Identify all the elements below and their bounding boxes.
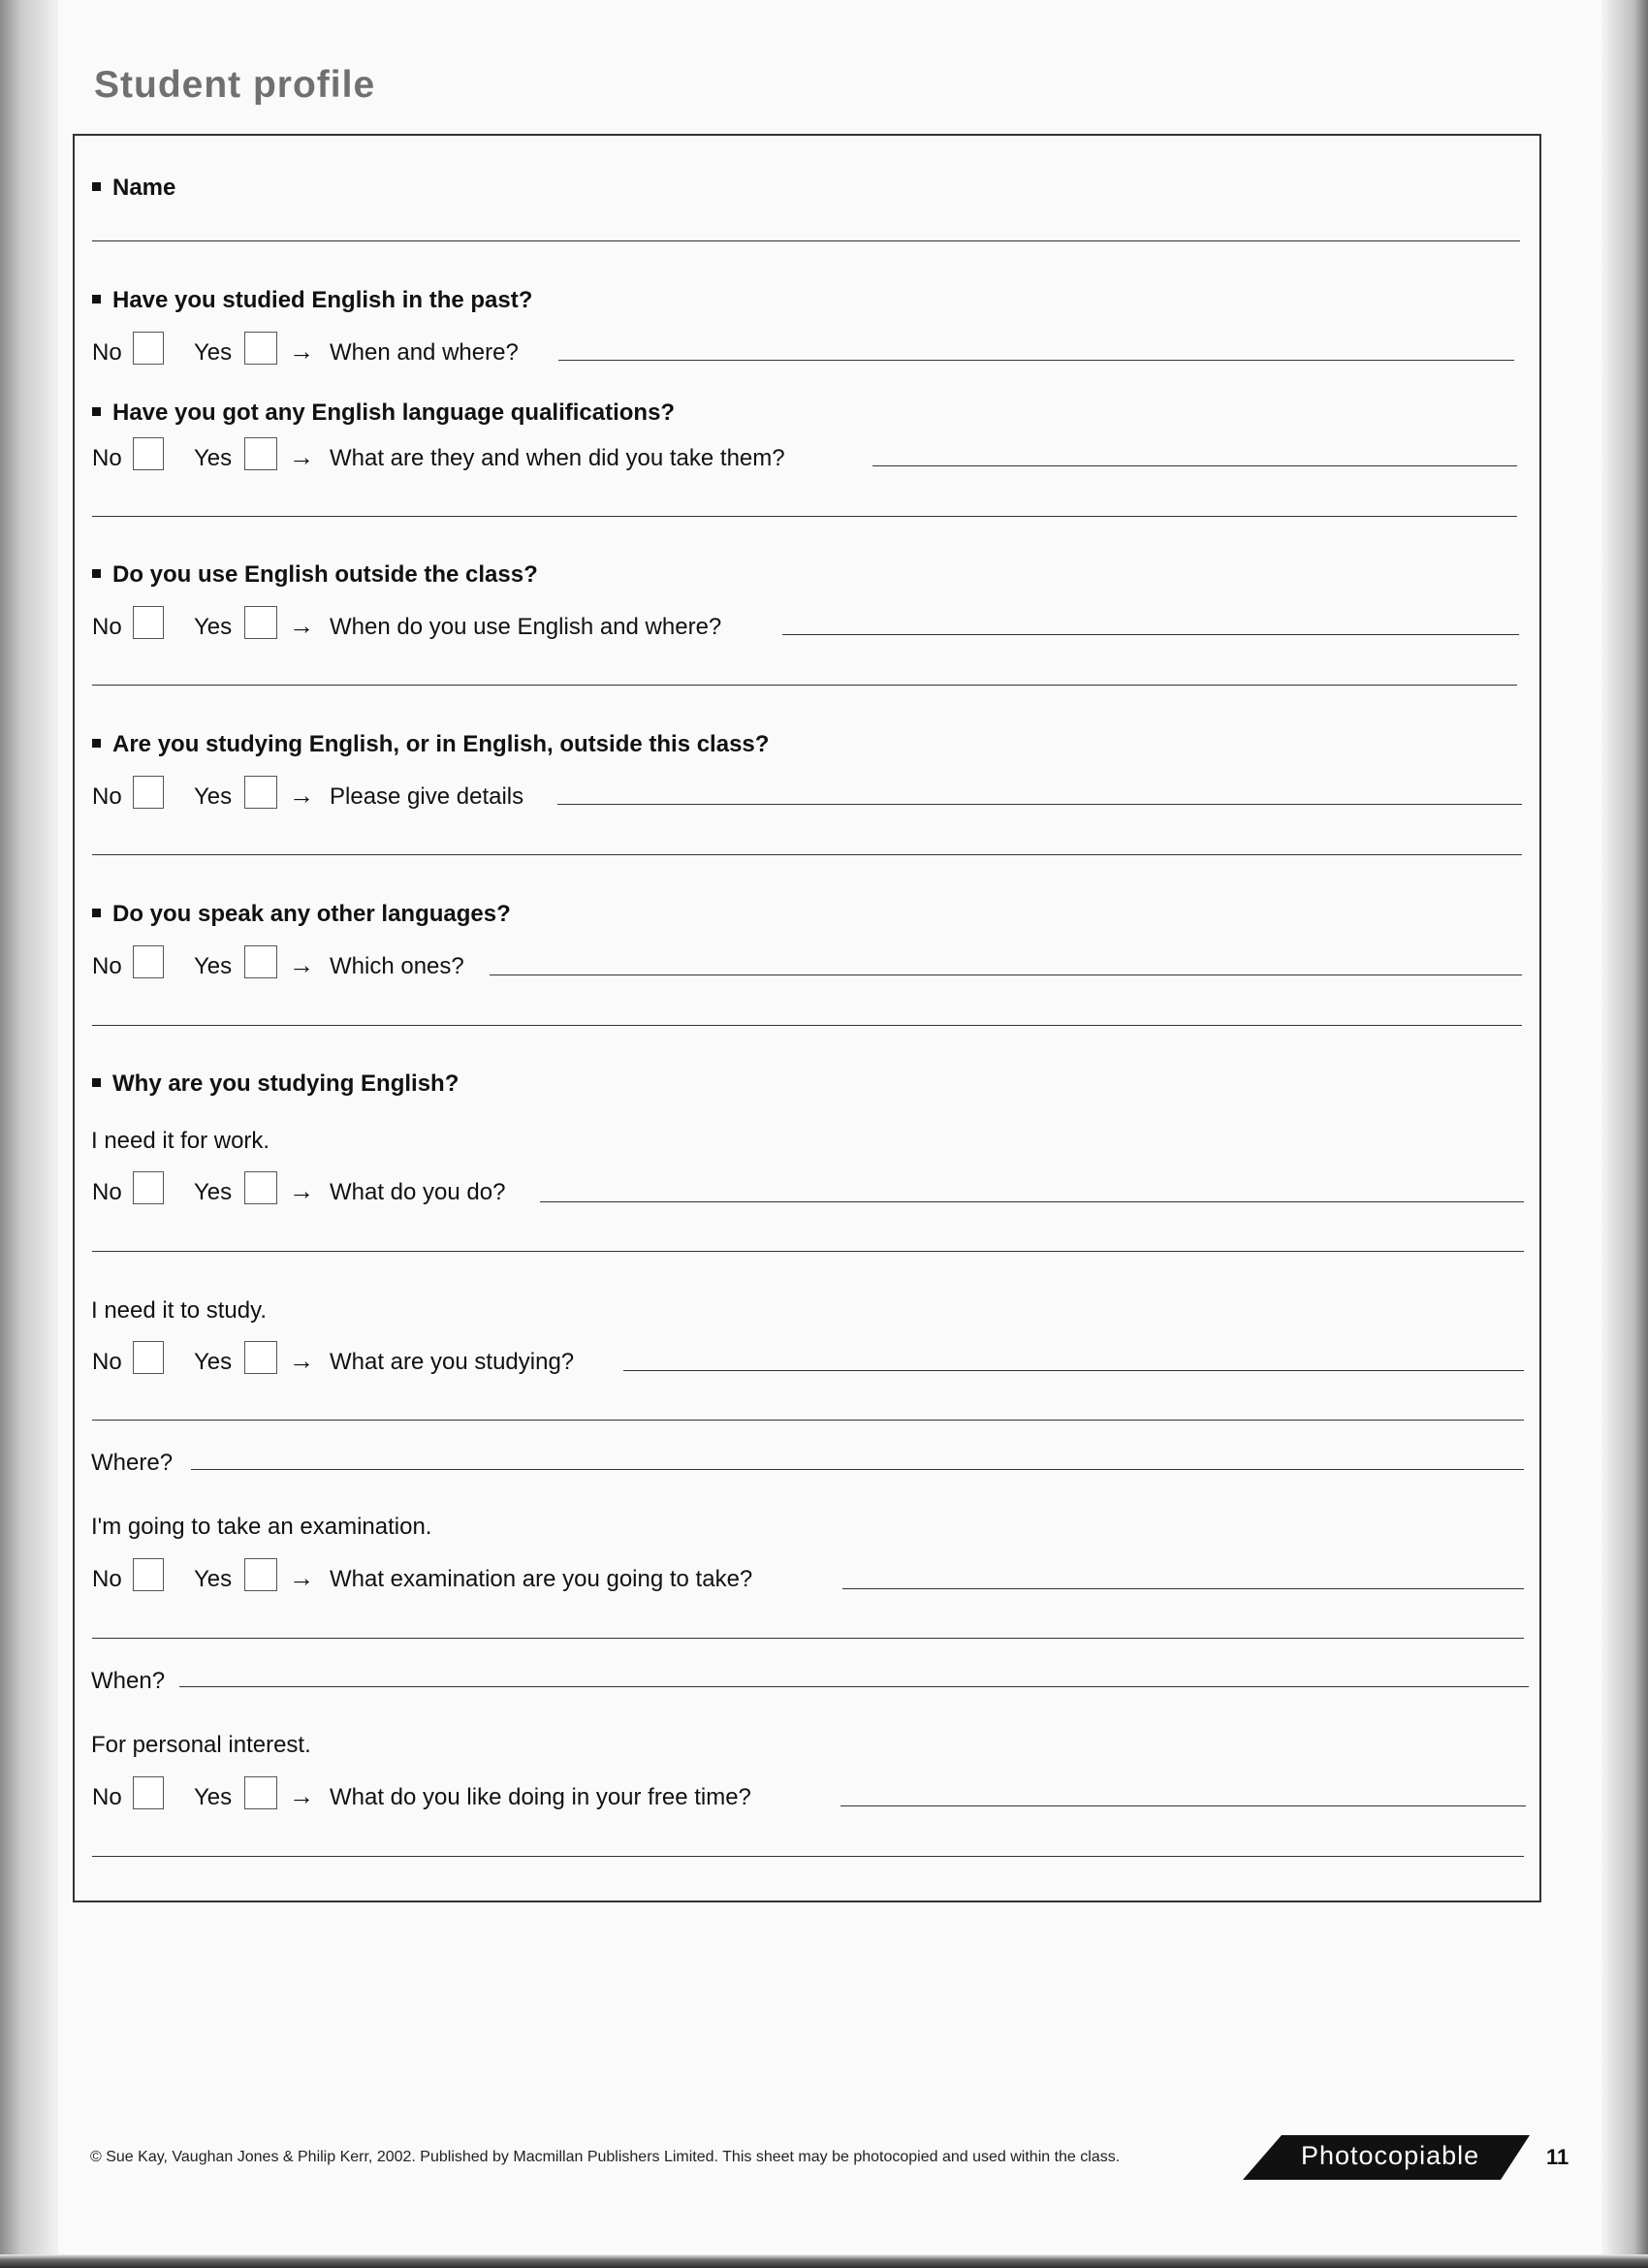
no-label: No [92,445,122,471]
studying-elsewhere-answer-line-2[interactable] [92,854,1522,855]
no-checkbox[interactable] [133,332,164,365]
no-checkbox[interactable] [133,945,164,978]
prompt-label: What do you do? [330,1179,506,1205]
reason-interest: For personal interest. [91,1732,311,1758]
other-languages-answer-line-2[interactable] [92,1025,1522,1026]
where-answer-line[interactable] [191,1469,1524,1470]
prompt-label: Please give details [330,783,524,810]
copyright-notice: © Sue Kay, Vaughan Jones & Philip Kerr, 2002. Published by Macmillan Publishers Limited. This sheet may be photocopied and used within the class. [90,2149,1121,2165]
name-answer-line[interactable] [92,240,1520,241]
no-checkbox[interactable] [133,1558,164,1591]
yes-checkbox[interactable] [244,945,277,978]
yes-checkbox[interactable] [244,606,277,639]
question-why: Why are you studying English? [92,1070,459,1098]
yes-label: Yes [194,783,233,810]
arrow-right-icon: → [289,442,314,471]
page-title: Student profile [94,64,376,106]
no-checkbox[interactable] [133,437,164,470]
prompt-label: What examination are you going to take? [330,1566,753,1592]
arrow-right-icon: → [289,781,314,810]
exam-answer-line[interactable] [842,1588,1524,1589]
yes-checkbox[interactable] [244,1558,277,1591]
prompt-label: What are they and when did you take them? [330,445,785,471]
no-label: No [92,1566,122,1592]
work-answer-line-2[interactable] [92,1251,1524,1252]
work-answer-line[interactable] [540,1201,1524,1202]
no-label: No [92,1349,122,1375]
question-other-languages: Do you speak any other languages? [92,901,511,928]
yes-checkbox[interactable] [244,1776,277,1809]
prompt-label: What are you studying? [330,1349,575,1375]
prompt-label: What do you like doing in your free time? [330,1784,751,1810]
question-studied: Have you studied English in the past? [92,287,532,314]
yes-label: Yes [194,1566,233,1592]
choice-row-other-languages [92,945,1522,984]
bullet-icon [92,739,101,748]
bullet-icon [92,407,101,416]
choice-row-qualifications [92,437,1522,476]
arrow-right-icon: → [289,336,314,366]
no-checkbox[interactable] [133,1171,164,1204]
yes-label: Yes [194,614,233,640]
no-label: No [92,614,122,640]
yes-checkbox[interactable] [244,437,277,470]
reason-study: I need it to study. [91,1297,267,1324]
other-languages-answer-line[interactable] [490,974,1522,975]
arrow-right-icon: → [289,1563,314,1592]
use-outside-answer-line[interactable] [782,634,1519,635]
yes-label: Yes [194,339,233,366]
yes-label: Yes [194,1784,233,1810]
choice-row-work [92,1171,1522,1210]
choice-row-study [92,1341,1522,1380]
yes-label: Yes [194,1349,233,1375]
choice-row-studied [92,332,1522,370]
bullet-icon [92,295,101,303]
arrow-right-icon: → [289,1176,314,1205]
reason-exam: I'm going to take an examination. [91,1514,432,1540]
studied-answer-line[interactable] [558,360,1514,361]
bullet-icon [92,569,101,578]
exam-answer-line-2[interactable] [92,1638,1524,1639]
photocopiable-badge-label: Photocopiable [1301,2141,1480,2170]
choice-row-use-outside [92,606,1522,645]
page-edge-bottom [0,2254,1648,2268]
yes-checkbox[interactable] [244,1171,277,1204]
yes-checkbox[interactable] [244,776,277,809]
bullet-icon [92,182,101,191]
no-label: No [92,783,122,810]
no-checkbox[interactable] [133,1776,164,1809]
question-name: Name [92,175,175,202]
prompt-label: When and where? [330,339,519,366]
prompt-label: Which ones? [330,953,464,979]
qualifications-answer-line-2[interactable] [92,516,1517,517]
question-studying-elsewhere: Are you studying English, or in English, outside this class? [92,731,769,758]
study-answer-line-2[interactable] [92,1420,1524,1421]
no-checkbox[interactable] [133,606,164,639]
page-shadow-left [0,0,58,2268]
qualifications-answer-line[interactable] [872,465,1517,466]
choice-row-studying-elsewhere [92,776,1522,815]
bullet-icon [92,909,101,917]
when-label: When? [91,1668,166,1694]
yes-label: Yes [194,953,233,979]
yes-checkbox[interactable] [244,1341,277,1374]
no-checkbox[interactable] [133,776,164,809]
arrow-right-icon: → [289,1781,314,1810]
arrow-right-icon: → [289,950,314,979]
when-answer-line[interactable] [179,1686,1529,1687]
no-label: No [92,1784,122,1810]
arrow-right-icon: → [289,611,314,640]
study-answer-line[interactable] [623,1370,1524,1371]
use-outside-answer-line-2[interactable] [92,685,1517,686]
where-label: Where? [91,1450,174,1476]
no-label: No [92,953,122,979]
bullet-icon [92,1078,101,1087]
interest-answer-line[interactable] [840,1805,1526,1806]
yes-label: Yes [194,1179,233,1205]
arrow-right-icon: → [289,1346,314,1375]
studying-elsewhere-answer-line[interactable] [557,804,1522,805]
no-label: No [92,339,122,366]
reason-work: I need it for work. [91,1128,270,1154]
choice-row-interest [92,1776,1522,1815]
choice-row-exam [92,1558,1522,1597]
prompt-label: When do you use English and where? [330,614,722,640]
interest-answer-line-2[interactable] [92,1856,1524,1857]
question-qualifications: Have you got any English language qualifications? [92,399,675,427]
page-shadow-right [1601,0,1648,2268]
yes-checkbox[interactable] [244,332,277,365]
no-label: No [92,1179,122,1205]
no-checkbox[interactable] [133,1341,164,1374]
page-number: 11 [1546,2145,1569,2169]
yes-label: Yes [194,445,233,471]
question-use-outside: Do you use English outside the class? [92,561,538,589]
